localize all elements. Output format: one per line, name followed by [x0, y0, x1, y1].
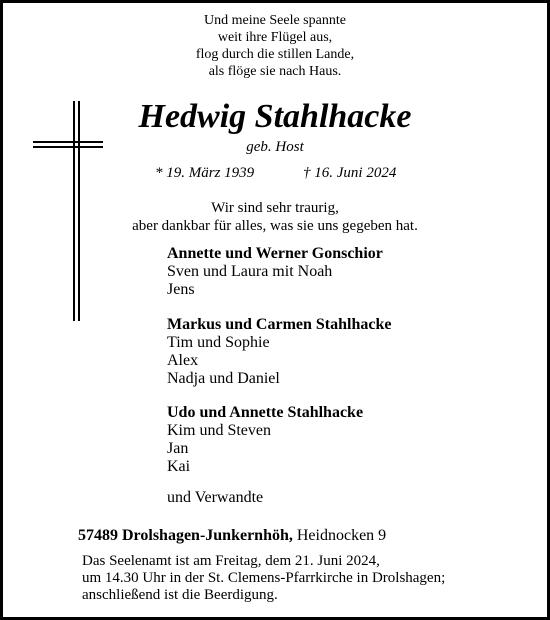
message-line: aber dankbar für alles, was sie uns gegeben hat. — [132, 218, 418, 234]
poem-line: Und meine Seele spannte — [204, 13, 346, 28]
family-member: Tim und Sophie — [167, 334, 270, 351]
funeral-line: um 14.30 Uhr in der St. Clemens-Pfarrkirche in Drolshagen; — [82, 570, 446, 586]
family-member: Jens — [167, 281, 195, 298]
maiden-name: geb. Host — [246, 139, 304, 155]
family-member: Nadja und Daniel — [167, 370, 280, 387]
relatives-line: und Verwandte — [167, 489, 264, 506]
funeral-line: anschließend ist die Beerdigung. — [82, 587, 278, 603]
family-group — [167, 245, 383, 299]
grief-message — [3, 199, 547, 235]
family-member: Sven und Laura mit Noah — [167, 263, 333, 280]
address-street: Heidnocken 9 — [296, 527, 387, 544]
funeral-line: Das Seelenamt ist am Freitag, dem 21. Juni 2024, — [82, 553, 380, 569]
address-city: 57489 Drolshagen-Junkernhöh, — [78, 527, 293, 544]
family-head: Markus und Carmen Stahlhacke — [167, 316, 392, 333]
poem — [3, 12, 547, 80]
family-member: Kim und Steven — [167, 422, 271, 439]
deceased-name: Hedwig Stahlhacke — [138, 98, 412, 135]
family-member: Kai — [167, 458, 191, 475]
message-line: Wir sind sehr traurig, — [211, 200, 339, 216]
poem-line: weit ihre Flügel aus, — [217, 30, 333, 45]
family-member: Alex — [167, 352, 199, 369]
mourning-address — [78, 527, 386, 545]
birth-date: * 19. März 1939 — [155, 165, 255, 181]
death-date: † 16. Juni 2024 — [303, 165, 397, 181]
funeral-details — [82, 553, 445, 604]
family-member: Jan — [167, 440, 189, 457]
poem-line: als flöge sie nach Haus. — [208, 64, 342, 79]
poem-line: flog durch die stillen Lande, — [195, 47, 355, 62]
family-head: Udo und Annette Stahlhacke — [167, 404, 364, 421]
family-head: Annette und Werner Gonschior — [167, 245, 383, 262]
family-group — [167, 316, 391, 388]
family-group — [167, 404, 363, 476]
